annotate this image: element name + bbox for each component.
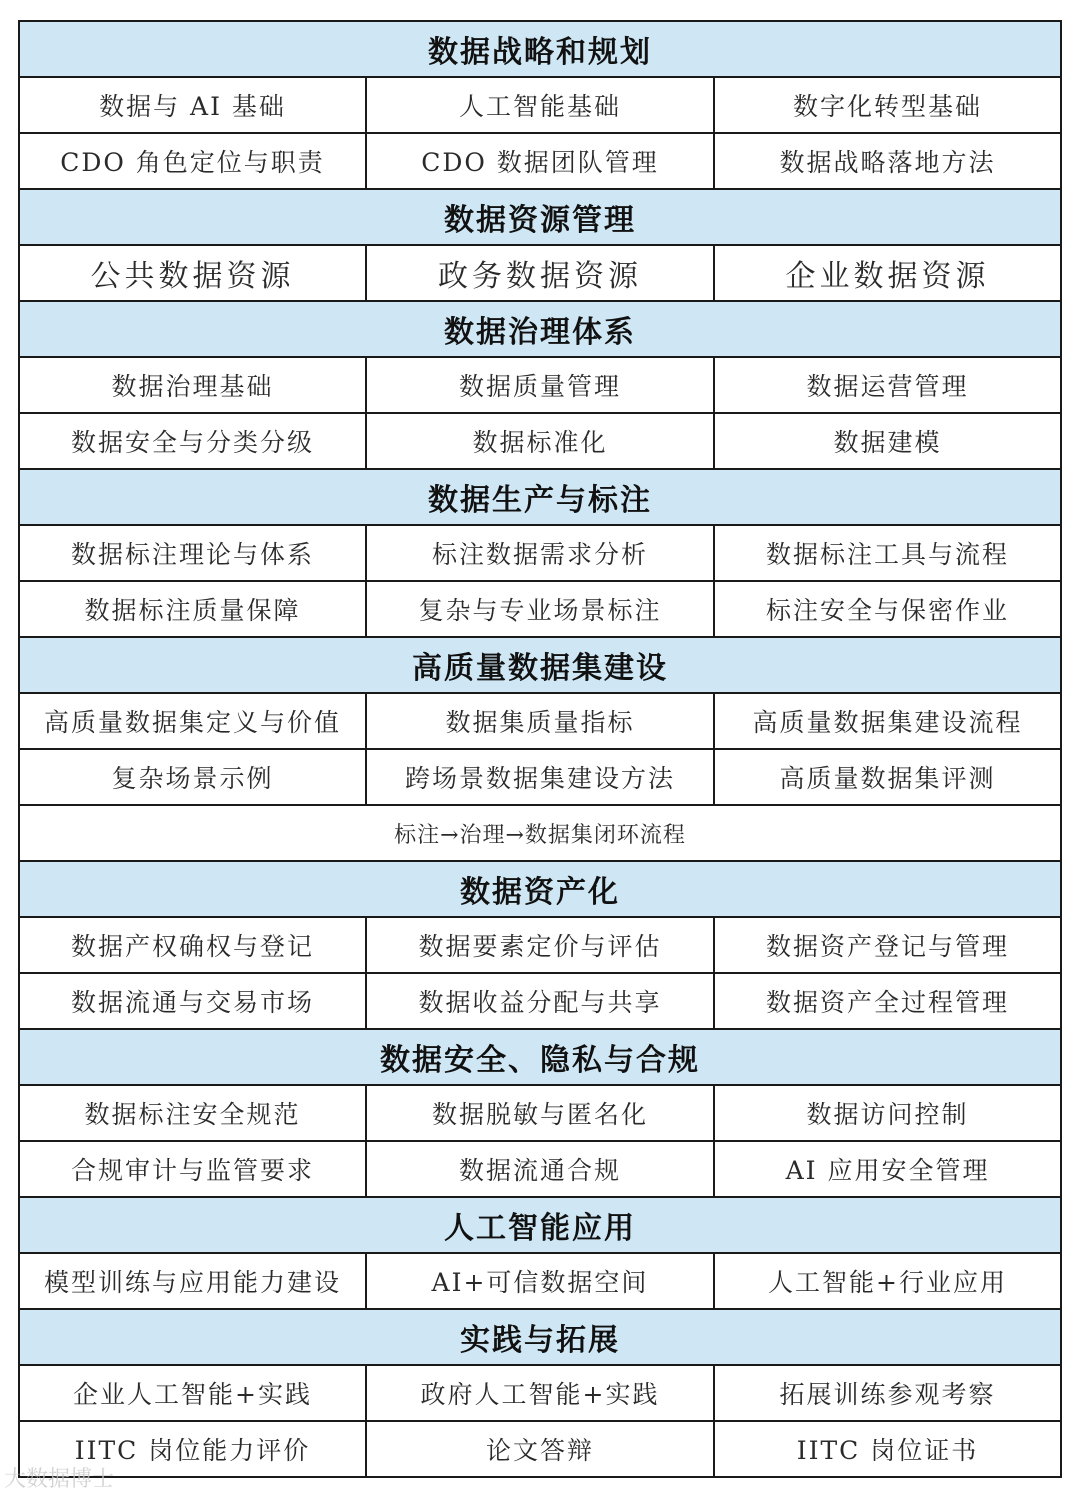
- section-title: 实践与拓展: [19, 1309, 1061, 1365]
- topic-cell: 高质量数据集定义与价值: [19, 693, 366, 749]
- topic-row: [19, 133, 1061, 189]
- topic-cell: 数据标准化: [366, 413, 714, 469]
- topic-cell: 公共数据资源: [19, 245, 366, 301]
- topic-cell: 数据收益分配与共享: [366, 973, 714, 1029]
- topic-cell: 数据安全与分类分级: [19, 413, 366, 469]
- topic-row: [19, 357, 1061, 413]
- topic-cell: 高质量数据集建设流程: [714, 693, 1061, 749]
- topic-row: [19, 749, 1061, 805]
- section-header: [19, 1029, 1061, 1085]
- topic-cell: 数字化转型基础: [714, 77, 1061, 133]
- topic-cell: 数据流通与交易市场: [19, 973, 366, 1029]
- topic-cell: 标注→治理→数据集闭环流程: [19, 805, 1061, 861]
- topic-cell: 数据标注质量保障: [19, 581, 366, 637]
- section-title: 数据安全、隐私与合规: [19, 1029, 1061, 1085]
- topic-row: [19, 1085, 1061, 1141]
- topic-row: [19, 917, 1061, 973]
- topic-cell: 数据运营管理: [714, 357, 1061, 413]
- section-title: 人工智能应用: [19, 1197, 1061, 1253]
- topic-cell: 数据治理基础: [19, 357, 366, 413]
- topic-cell: IITC 岗位能力评价: [19, 1421, 366, 1477]
- section-header: [19, 301, 1061, 357]
- watermark-text: 大数据博士: [4, 1467, 115, 1492]
- section-title: 数据治理体系: [19, 301, 1061, 357]
- topic-cell: 模型训练与应用能力建设: [19, 1253, 366, 1309]
- topic-cell: 人工智能+行业应用: [714, 1253, 1061, 1309]
- topic-cell: 数据建模: [714, 413, 1061, 469]
- topic-row: [19, 1141, 1061, 1197]
- topic-cell: 数据集质量指标: [366, 693, 714, 749]
- topic-cell: CDO 角色定位与职责: [19, 133, 366, 189]
- topic-cell: 政府人工智能+实践: [366, 1365, 714, 1421]
- section-header: [19, 189, 1061, 245]
- topic-row: [19, 413, 1061, 469]
- topic-row: [19, 1365, 1061, 1421]
- section-title: 高质量数据集建设: [19, 637, 1061, 693]
- topic-cell: 数据与 AI 基础: [19, 77, 366, 133]
- section-header: [19, 637, 1061, 693]
- topic-cell: 政务数据资源: [366, 245, 714, 301]
- section-header: [19, 1197, 1061, 1253]
- topic-cell: CDO 数据团队管理: [366, 133, 714, 189]
- topic-row: [19, 693, 1061, 749]
- topic-cell: 复杂场景示例: [19, 749, 366, 805]
- topic-row: [19, 973, 1061, 1029]
- section-header: [19, 469, 1061, 525]
- topic-cell: 企业人工智能+实践: [19, 1365, 366, 1421]
- topic-cell: 数据访问控制: [714, 1085, 1061, 1141]
- topic-cell: 数据流通合规: [366, 1141, 714, 1197]
- topic-cell: 数据战略落地方法: [714, 133, 1061, 189]
- section-title: 数据战略和规划: [19, 21, 1061, 77]
- topic-cell: 数据资产全过程管理: [714, 973, 1061, 1029]
- topic-row: [19, 245, 1061, 301]
- section-header: [19, 861, 1061, 917]
- topic-cell: 数据质量管理: [366, 357, 714, 413]
- watermark: [4, 1462, 114, 1493]
- section-header: [19, 21, 1061, 77]
- topic-cell: 复杂与专业场景标注: [366, 581, 714, 637]
- topic-cell: 高质量数据集评测: [714, 749, 1061, 805]
- topic-cell: 数据产权确权与登记: [19, 917, 366, 973]
- curriculum-table: [18, 20, 1062, 1478]
- topic-cell: 跨场景数据集建设方法: [366, 749, 714, 805]
- topic-cell: 拓展训练参观考察: [714, 1365, 1061, 1421]
- section-title: 数据资产化: [19, 861, 1061, 917]
- topic-cell: 数据标注理论与体系: [19, 525, 366, 581]
- topic-cell: 合规审计与监管要求: [19, 1141, 366, 1197]
- topic-cell: 数据标注安全规范: [19, 1085, 366, 1141]
- section-header: [19, 1309, 1061, 1365]
- topic-cell: 标注数据需求分析: [366, 525, 714, 581]
- topic-cell: 论文答辩: [366, 1421, 714, 1477]
- topic-row: [19, 805, 1061, 861]
- topic-row: [19, 1253, 1061, 1309]
- topic-cell: 人工智能基础: [366, 77, 714, 133]
- topic-cell: 数据标注工具与流程: [714, 525, 1061, 581]
- topic-cell: IITC 岗位证书: [714, 1421, 1061, 1477]
- section-title: 数据生产与标注: [19, 469, 1061, 525]
- topic-cell: 数据资产登记与管理: [714, 917, 1061, 973]
- topic-row: [19, 581, 1061, 637]
- topic-row: [19, 77, 1061, 133]
- topic-cell: 企业数据资源: [714, 245, 1061, 301]
- topic-cell: AI 应用安全管理: [714, 1141, 1061, 1197]
- section-title: 数据资源管理: [19, 189, 1061, 245]
- topic-row: [19, 525, 1061, 581]
- topic-cell: AI+可信数据空间: [366, 1253, 714, 1309]
- topic-cell: 数据要素定价与评估: [366, 917, 714, 973]
- topic-cell: 标注安全与保密作业: [714, 581, 1061, 637]
- topic-row: [19, 1421, 1061, 1477]
- topic-cell: 数据脱敏与匿名化: [366, 1085, 714, 1141]
